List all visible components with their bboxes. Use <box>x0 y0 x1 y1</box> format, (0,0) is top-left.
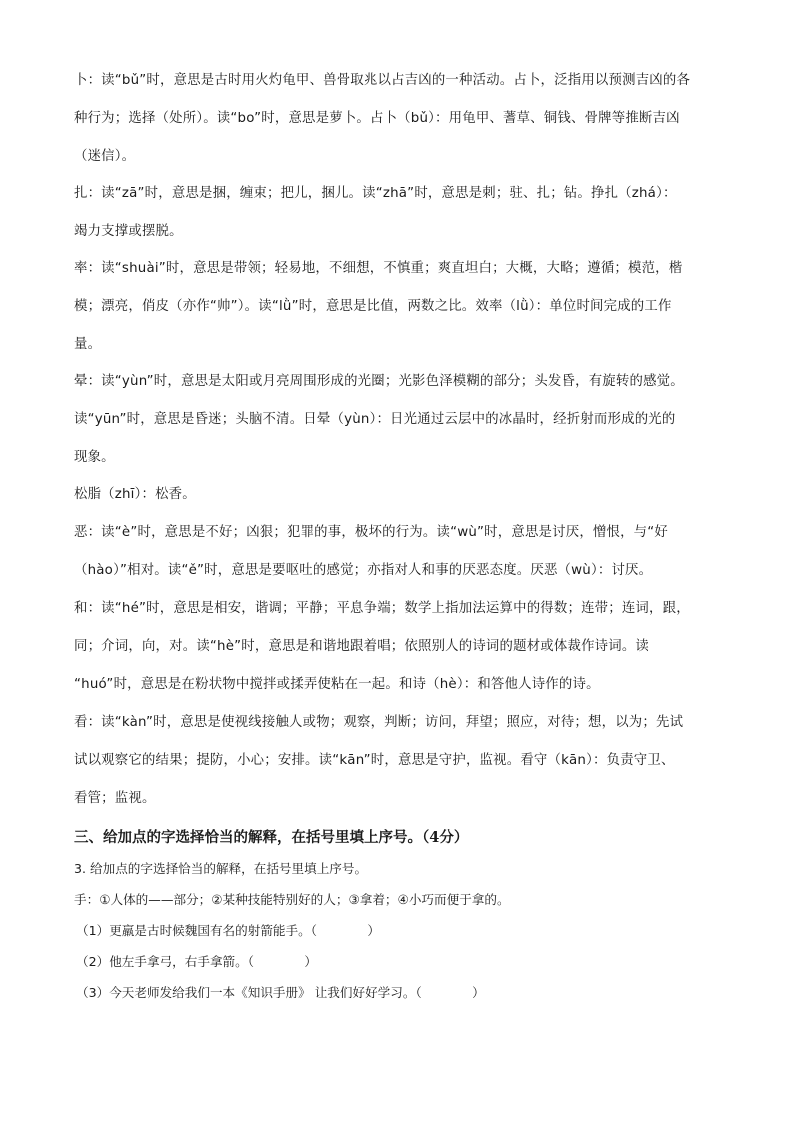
text-line: （迷信）。 <box>74 149 136 164</box>
entry-shuai <box>74 250 722 363</box>
question-item[interactable]: （1）更羸是古时候魏国有名的射箭能手。（ ） <box>76 923 380 938</box>
entry-zhi <box>74 476 722 514</box>
section-3 <box>74 823 722 1008</box>
text-line: 现象。 <box>74 450 115 465</box>
text-line: 晕：读“yùn”时，意思是太阳或月亮周围形成的光圈；光影色泽模糊的部分；头发昏，有旋转的感觉。 <box>74 374 684 389</box>
entry-yun <box>74 363 722 476</box>
entry-za <box>74 175 722 250</box>
text-line: 竭力支撑或摆脱。 <box>74 224 183 239</box>
entry-bu <box>74 62 722 175</box>
text-line: 试以观察它的结果；提防，小心；安排。读“kān”时，意思是守护，监视。看守（kān）：负责守卫、 <box>74 753 675 768</box>
text-line: 恶：读“è”时，意思是不好；凶狠；犯罪的事，极坏的行为。读“wù”时，意思是讨厌，憎恨，与“好 <box>74 525 668 540</box>
definition-list: 手：①人体的——部分；②某种技能特别好的人；③拿着；④小巧而便于拿的。 <box>74 892 510 907</box>
question-stem: 3. 给加点的字选择恰当的解释，在括号里填上序号。 <box>74 861 368 876</box>
entry-e <box>74 514 722 590</box>
text-line: 扎：读“zā”时，意思是捆，缠束；把儿，捆儿。读“zhā”时，意思是刺；驻、扎；钻。挣扎（zhá）： <box>74 186 677 201</box>
text-line: 看管；监视。 <box>74 791 156 806</box>
text-line: 卜：读“bǔ”时，意思是古时用火灼龟甲、兽骨取兆以占吉凶的一种活动。占卜，泛指用以预测吉凶的各 <box>74 73 691 88</box>
question-item[interactable]: （2）他左手拿弓，右手拿箭。（ ） <box>76 954 317 969</box>
text-line: “huó”时，意思是在粉状物中搅拌或揉弄使粘在一起。和诗（hè）：和答他人诗作的诗。 <box>74 677 600 692</box>
text-line: 看：读“kàn”时，意思是使视线接触人或物；观察，判断；访问，拜望；照应，对待；想，以为；先试 <box>74 715 684 730</box>
text-line: 同；介词，向，对。读“hè”时，意思是和谐地跟着唱；依照别人的诗词的题材或体裁作诗词。读 <box>74 639 650 654</box>
text-line: 量。 <box>74 337 102 352</box>
text-line: 模；漂亮，俏皮（亦作“帅”）。读“lǜ”时，意思是比值，两数之比。效率（lǜ）：单位时间完成的工作 <box>74 299 672 314</box>
text-line: 读“yūn”时，意思是昏迷；头脑不清。日晕（yùn）：日光通过云层中的冰晶时，经折射而形成的光的 <box>74 412 676 427</box>
text-line: 率：读“shuài”时，意思是带领；轻易地，不细想，不慎重；爽直坦白；大概，大略；遵循；模范，楷 <box>74 261 683 276</box>
question-item[interactable]: （3）今天老师发给我们一本《知识手册》 让我们好好学习。（ ） <box>76 985 485 1000</box>
entry-kan <box>74 704 722 817</box>
entry-he <box>74 590 722 704</box>
document-page <box>74 62 722 1008</box>
text-line: 种行为；选择（处所）。读“bo”时，意思是萝卜。占卜（bǔ）：用龟甲、蓍草、铜钱、骨牌等推断吉凶 <box>74 111 680 126</box>
text-line: 和：读“hé”时，意思是相安，谐调；平静；平息争端；数学上指加法运算中的得数；连带；连词，跟， <box>74 601 690 616</box>
text-line: 松脂（zhī）：松香。 <box>74 487 196 502</box>
section-heading: 三、给加点的字选择恰当的解释，在括号里填上序号。（4分） <box>74 829 469 846</box>
text-line: （hào）”相对。读“ě”时，意思是要呕吐的感觉；亦指对人和事的厌恶态度。厌恶（wù）：讨厌。 <box>74 563 653 578</box>
